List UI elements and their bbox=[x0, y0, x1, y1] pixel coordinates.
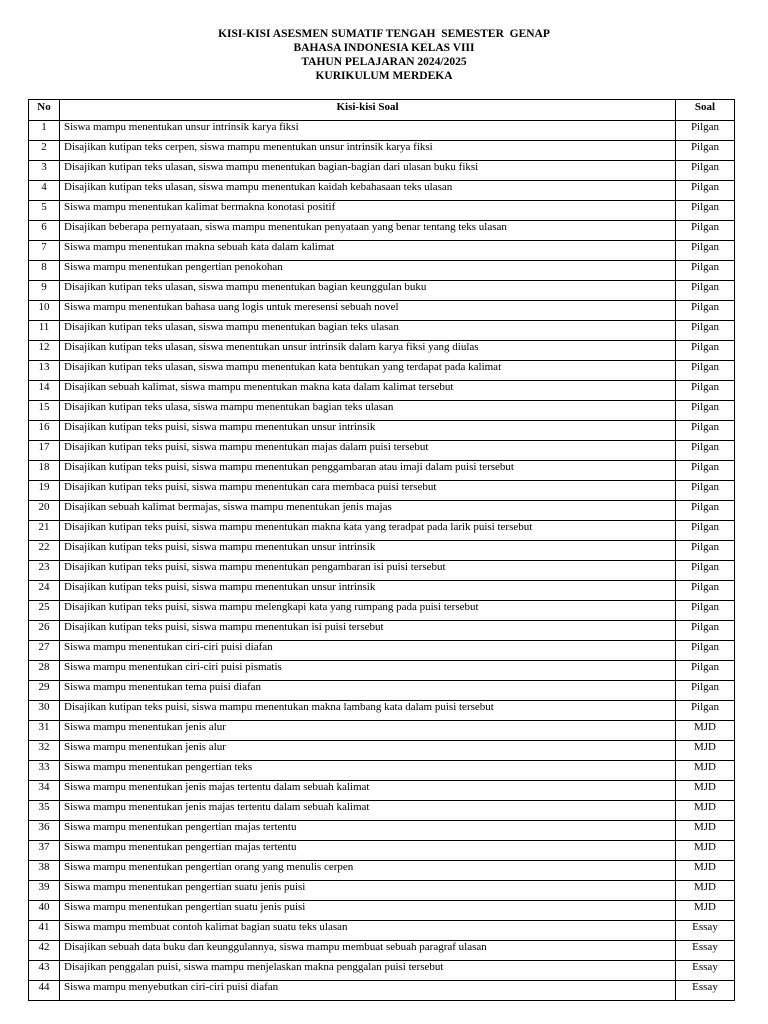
row-question-type: Pilgan bbox=[676, 241, 735, 261]
row-description: Disajikan kutipan teks ulasan, siswa mampu menentukan kaidah kebahasaan teks ulasan bbox=[60, 181, 676, 201]
row-description: Siswa mampu menentukan tema puisi diafan bbox=[60, 681, 676, 701]
table-row bbox=[29, 361, 735, 381]
table-row bbox=[29, 801, 735, 821]
table-row bbox=[29, 261, 735, 281]
row-description: Siswa mampu membuat contoh kalimat bagian suatu teks ulasan bbox=[60, 921, 676, 941]
row-question-type: Pilgan bbox=[676, 461, 735, 481]
table-row bbox=[29, 641, 735, 661]
row-number: 7 bbox=[29, 241, 60, 261]
row-question-type: Pilgan bbox=[676, 681, 735, 701]
row-number: 40 bbox=[29, 901, 60, 921]
table-row bbox=[29, 981, 735, 1001]
table-row bbox=[29, 421, 735, 441]
title-line-3: TAHUN PELAJARAN 2024/2025 bbox=[301, 56, 467, 68]
row-question-type: Essay bbox=[676, 921, 735, 941]
table-row bbox=[29, 821, 735, 841]
row-number: 43 bbox=[29, 961, 60, 981]
table-row bbox=[29, 841, 735, 861]
row-question-type: MJD bbox=[676, 801, 735, 821]
row-number: 37 bbox=[29, 841, 60, 861]
row-question-type: Pilgan bbox=[676, 421, 735, 441]
row-description: Disajikan sebuah kalimat, siswa mampu menentukan makna kata dalam kalimat tersebut bbox=[60, 381, 676, 401]
table-row bbox=[29, 521, 735, 541]
table-row bbox=[29, 501, 735, 521]
row-description: Siswa mampu menentukan makna sebuah kata dalam kalimat bbox=[60, 241, 676, 261]
row-question-type: Pilgan bbox=[676, 481, 735, 501]
row-question-type: Pilgan bbox=[676, 141, 735, 161]
row-number: 13 bbox=[29, 361, 60, 381]
row-number: 42 bbox=[29, 941, 60, 961]
row-question-type: Pilgan bbox=[676, 381, 735, 401]
row-number: 14 bbox=[29, 381, 60, 401]
table-row bbox=[29, 481, 735, 501]
row-description: Disajikan kutipan teks puisi, siswa mampu menentukan unsur intrinsik bbox=[60, 421, 676, 441]
row-description: Disajikan kutipan teks ulasan, siswa mampu menentukan kata bentukan yang terdapat pada kalimat bbox=[60, 361, 676, 381]
row-description: Disajikan kutipan teks puisi, siswa mampu menentukan makna kata yang teradpat pada larik puisi tersebut bbox=[60, 521, 676, 541]
row-description: Siswa mampu menentukan pengertian majas tertentu bbox=[60, 821, 676, 841]
row-question-type: MJD bbox=[676, 901, 735, 921]
title-line-1: KISI-KISI ASESMEN SUMATIF TENGAH SEMESTER GENAP bbox=[218, 28, 550, 40]
row-number: 10 bbox=[29, 301, 60, 321]
row-number: 41 bbox=[29, 921, 60, 941]
table-row bbox=[29, 461, 735, 481]
row-number: 18 bbox=[29, 461, 60, 481]
table-row bbox=[29, 621, 735, 641]
row-description: Disajikan kutipan teks puisi, siswa mampu menentukan unsur intrinsik bbox=[60, 581, 676, 601]
table-row bbox=[29, 881, 735, 901]
table-row bbox=[29, 921, 735, 941]
row-question-type: Pilgan bbox=[676, 281, 735, 301]
row-question-type: Pilgan bbox=[676, 161, 735, 181]
table-row bbox=[29, 201, 735, 221]
row-question-type: Pilgan bbox=[676, 441, 735, 461]
row-description: Siswa mampu menentukan jenis majas tertentu dalam sebuah kalimat bbox=[60, 781, 676, 801]
row-description: Siswa mampu menentukan jenis alur bbox=[60, 721, 676, 741]
row-question-type: Pilgan bbox=[676, 321, 735, 341]
row-question-type: MJD bbox=[676, 741, 735, 761]
row-description: Disajikan sebuah kalimat bermajas, siswa mampu menentukan jenis majas bbox=[60, 501, 676, 521]
row-description: Siswa mampu menentukan pengertian suatu jenis puisi bbox=[60, 901, 676, 921]
row-question-type: Essay bbox=[676, 941, 735, 961]
row-question-type: Pilgan bbox=[676, 561, 735, 581]
row-number: 33 bbox=[29, 761, 60, 781]
row-number: 44 bbox=[29, 981, 60, 1001]
row-description: Siswa mampu menentukan pengertian penokohan bbox=[60, 261, 676, 281]
table-row bbox=[29, 221, 735, 241]
row-number: 15 bbox=[29, 401, 60, 421]
row-number: 28 bbox=[29, 661, 60, 681]
row-description: Disajikan kutipan teks puisi, siswa mampu menentukan majas dalam puisi tersebut bbox=[60, 441, 676, 461]
row-question-type: Pilgan bbox=[676, 541, 735, 561]
kisi-kisi-table bbox=[28, 99, 735, 1001]
table-header-row bbox=[29, 100, 735, 121]
row-description: Disajikan kutipan teks ulasan, siswa mampu menentukan bagian teks ulasan bbox=[60, 321, 676, 341]
row-number: 9 bbox=[29, 281, 60, 301]
row-number: 31 bbox=[29, 721, 60, 741]
row-description: Disajikan kutipan teks puisi, siswa mampu melengkapi kata yang rumpang pada puisi tersebut bbox=[60, 601, 676, 621]
row-question-type: Essay bbox=[676, 981, 735, 1001]
row-description: Disajikan penggalan puisi, siswa mampu menjelaskan makna penggalan puisi tersebut bbox=[60, 961, 676, 981]
row-question-type: Pilgan bbox=[676, 501, 735, 521]
table-row bbox=[29, 701, 735, 721]
row-question-type: Pilgan bbox=[676, 641, 735, 661]
table-row bbox=[29, 241, 735, 261]
row-description: Disajikan kutipan teks puisi, siswa mampu menentukan isi puisi tersebut bbox=[60, 621, 676, 641]
row-description: Disajikan kutipan teks puisi, siswa mampu menentukan penggambaran atau imaji dalam puisi tersebut bbox=[60, 461, 676, 481]
row-question-type: Pilgan bbox=[676, 341, 735, 361]
table-row bbox=[29, 781, 735, 801]
column-header-kisi: Kisi-kisi Soal bbox=[60, 100, 676, 121]
row-number: 6 bbox=[29, 221, 60, 241]
row-description: Siswa mampu menentukan unsur intrinsik karya fiksi bbox=[60, 121, 676, 141]
row-description: Disajikan kutipan teks ulasan, siswa mampu menentukan bagian-bagian dari ulasan buku fiksi bbox=[60, 161, 676, 181]
row-number: 22 bbox=[29, 541, 60, 561]
title-line-2: BAHASA INDONESIA KELAS VIII bbox=[293, 42, 475, 54]
table-row bbox=[29, 581, 735, 601]
row-question-type: Pilgan bbox=[676, 201, 735, 221]
table-row bbox=[29, 561, 735, 581]
row-description: Siswa mampu menentukan jenis majas tertentu dalam sebuah kalimat bbox=[60, 801, 676, 821]
column-header-soal: Soal bbox=[676, 100, 735, 121]
table-row bbox=[29, 401, 735, 421]
row-question-type: MJD bbox=[676, 721, 735, 741]
table-row bbox=[29, 121, 735, 141]
row-number: 35 bbox=[29, 801, 60, 821]
table-row bbox=[29, 761, 735, 781]
row-number: 5 bbox=[29, 201, 60, 221]
row-number: 25 bbox=[29, 601, 60, 621]
row-number: 36 bbox=[29, 821, 60, 841]
row-question-type: Essay bbox=[676, 961, 735, 981]
row-number: 2 bbox=[29, 141, 60, 161]
row-description: Siswa mampu menentukan jenis alur bbox=[60, 741, 676, 761]
row-question-type: Pilgan bbox=[676, 261, 735, 281]
row-number: 20 bbox=[29, 501, 60, 521]
row-question-type: Pilgan bbox=[676, 521, 735, 541]
row-description: Siswa mampu menentukan pengertian majas tertentu bbox=[60, 841, 676, 861]
row-number: 30 bbox=[29, 701, 60, 721]
row-description: Siswa mampu menentukan bahasa uang logis untuk meresensi sebuah novel bbox=[60, 301, 676, 321]
row-number: 29 bbox=[29, 681, 60, 701]
row-question-type: MJD bbox=[676, 761, 735, 781]
row-number: 38 bbox=[29, 861, 60, 881]
table-row bbox=[29, 181, 735, 201]
row-question-type: Pilgan bbox=[676, 601, 735, 621]
table-row bbox=[29, 301, 735, 321]
table-row bbox=[29, 161, 735, 181]
row-description: Disajikan kutipan teks ulasan, siswa mampu menentukan bagian keunggulan buku bbox=[60, 281, 676, 301]
row-question-type: Pilgan bbox=[676, 121, 735, 141]
row-number: 32 bbox=[29, 741, 60, 761]
row-number: 23 bbox=[29, 561, 60, 581]
column-header-no: No bbox=[29, 100, 60, 121]
table-row bbox=[29, 681, 735, 701]
title-line-4: KURIKULUM MERDEKA bbox=[315, 70, 453, 82]
row-description: Disajikan kutipan teks puisi, siswa mampu menentukan cara membaca puisi tersebut bbox=[60, 481, 676, 501]
table-row bbox=[29, 941, 735, 961]
row-question-type: MJD bbox=[676, 861, 735, 881]
row-description: Disajikan kutipan teks ulasan, siswa menentukan unsur intrinsik dalam karya fiksi yang diulas bbox=[60, 341, 676, 361]
table-row bbox=[29, 721, 735, 741]
row-number: 17 bbox=[29, 441, 60, 461]
table-row bbox=[29, 601, 735, 621]
row-description: Disajikan beberapa pernyataan, siswa mampu menentukan penyataan yang benar tentang teks ulasan bbox=[60, 221, 676, 241]
row-description: Siswa mampu menentukan pengertian suatu jenis puisi bbox=[60, 881, 676, 901]
row-question-type: MJD bbox=[676, 841, 735, 861]
row-question-type: Pilgan bbox=[676, 621, 735, 641]
table-row bbox=[29, 961, 735, 981]
row-description: Siswa mampu menentukan ciri-ciri puisi pismatis bbox=[60, 661, 676, 681]
row-number: 8 bbox=[29, 261, 60, 281]
table-row bbox=[29, 441, 735, 461]
table-row bbox=[29, 901, 735, 921]
table-row bbox=[29, 541, 735, 561]
row-number: 21 bbox=[29, 521, 60, 541]
row-description: Disajikan kutipan teks cerpen, siswa mampu menentukan unsur intrinsik karya fiksi bbox=[60, 141, 676, 161]
table-row bbox=[29, 321, 735, 341]
table-row bbox=[29, 141, 735, 161]
row-description: Disajikan kutipan teks puisi, siswa mampu menentukan pengambaran isi puisi tersebut bbox=[60, 561, 676, 581]
row-number: 12 bbox=[29, 341, 60, 361]
row-number: 3 bbox=[29, 161, 60, 181]
row-number: 1 bbox=[29, 121, 60, 141]
table-row bbox=[29, 661, 735, 681]
row-number: 34 bbox=[29, 781, 60, 801]
row-description: Siswa mampu menentukan pengertian orang yang menulis cerpen bbox=[60, 861, 676, 881]
row-question-type: Pilgan bbox=[676, 701, 735, 721]
row-number: 19 bbox=[29, 481, 60, 501]
row-question-type: Pilgan bbox=[676, 221, 735, 241]
row-question-type: Pilgan bbox=[676, 301, 735, 321]
row-question-type: Pilgan bbox=[676, 661, 735, 681]
row-question-type: MJD bbox=[676, 781, 735, 801]
row-question-type: Pilgan bbox=[676, 361, 735, 381]
row-description: Disajikan sebuah data buku dan keunggulannya, siswa mampu membuat sebuah paragraf ulasan bbox=[60, 941, 676, 961]
row-number: 26 bbox=[29, 621, 60, 641]
row-number: 4 bbox=[29, 181, 60, 201]
row-number: 16 bbox=[29, 421, 60, 441]
row-description: Disajikan kutipan teks puisi, siswa mampu menentukan makna lambang kata dalam puisi tersebut bbox=[60, 701, 676, 721]
row-description: Disajikan kutipan teks puisi, siswa mampu menentukan unsur intrinsik bbox=[60, 541, 676, 561]
table-row bbox=[29, 341, 735, 361]
row-number: 27 bbox=[29, 641, 60, 661]
row-question-type: MJD bbox=[676, 821, 735, 841]
row-question-type: Pilgan bbox=[676, 401, 735, 421]
table-body bbox=[29, 121, 735, 1001]
document-header bbox=[0, 27, 768, 83]
row-description: Siswa mampu menentukan pengertian teks bbox=[60, 761, 676, 781]
row-description: Siswa mampu menentukan kalimat bermakna konotasi positif bbox=[60, 201, 676, 221]
row-number: 11 bbox=[29, 321, 60, 341]
row-question-type: MJD bbox=[676, 881, 735, 901]
table-row bbox=[29, 741, 735, 761]
table-row bbox=[29, 861, 735, 881]
row-question-type: Pilgan bbox=[676, 181, 735, 201]
row-question-type: Pilgan bbox=[676, 581, 735, 601]
row-number: 39 bbox=[29, 881, 60, 901]
row-number: 24 bbox=[29, 581, 60, 601]
table-row bbox=[29, 281, 735, 301]
table-row bbox=[29, 381, 735, 401]
row-description: Siswa mampu menyebutkan ciri-ciri puisi diafan bbox=[60, 981, 676, 1001]
row-description: Siswa mampu menentukan ciri-ciri puisi diafan bbox=[60, 641, 676, 661]
row-description: Disajikan kutipan teks ulasa, siswa mampu menentukan bagian teks ulasan bbox=[60, 401, 676, 421]
